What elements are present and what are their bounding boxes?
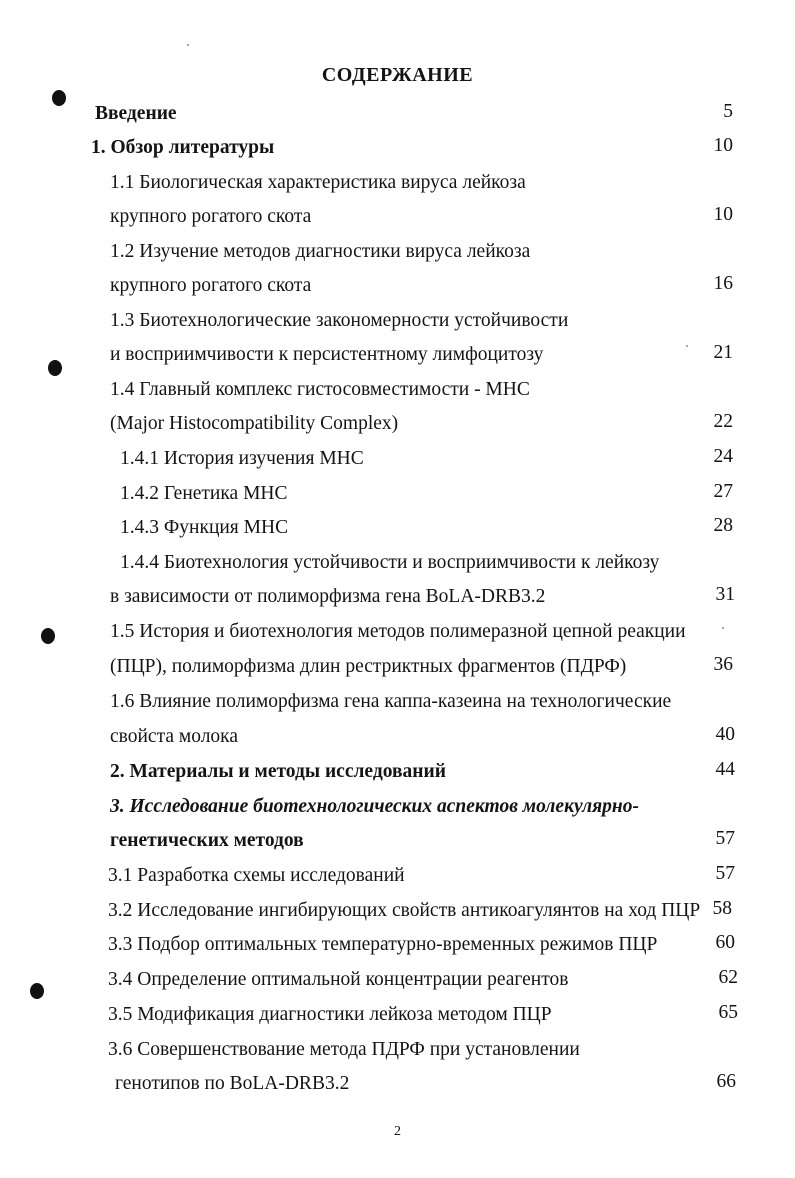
toc-page-number: 5 — [723, 101, 733, 122]
toc-page-number: 24 — [713, 446, 733, 467]
toc-entry-text: 1.3 Биотехнологические закономерности устойчивости — [110, 310, 569, 331]
toc-page-number: 28 — [713, 515, 733, 536]
toc-page-number: 10 — [713, 135, 733, 156]
toc-page-number: 65 — [718, 1002, 738, 1023]
toc-entry-text: (ПЦР), полиморфизма длин рестриктных фрагментов (ПДРФ) — [110, 656, 627, 677]
toc-entry-text: 3.1 Разработка схемы исследований — [108, 865, 405, 886]
toc-entry-text: в зависимости от полиморфизма гена BoLA-DRB3.2 — [110, 586, 546, 607]
toc-page-number: 22 — [713, 411, 733, 432]
toc-entry-text: 3. Исследование биотехнологических аспектов молекулярно- — [110, 796, 639, 817]
toc-page-number: 10 — [713, 204, 733, 225]
toc-page-number: 31 — [715, 584, 735, 605]
toc-entry-text: генетических методов — [110, 830, 304, 851]
toc-entry-text: крупного рогатого скота — [110, 206, 312, 227]
toc-page-number: 66 — [716, 1071, 736, 1092]
toc-entry-text: 3.3 Подбор оптимальных температурно-временных режимов ПЦР — [108, 934, 658, 955]
toc-page-number: 40 — [715, 724, 735, 745]
toc-entry-text: 1.1 Биологическая характеристика вируса лейкоза — [110, 172, 526, 193]
toc-entry-text: 1.4.4 Биотехнология устойчивости и восприимчивости к лейкозу — [120, 552, 660, 573]
toc-entry-text: 1.4.1 История изучения МНС — [120, 448, 364, 469]
toc-entry-text: 3.4 Определение оптимальной концентрации реагентов — [108, 969, 569, 990]
toc-entry-text: 1. Обзор литературы — [91, 137, 275, 158]
punch-hole-mark — [41, 628, 55, 644]
toc-entry-text: 1.4 Главный комплекс гистосовместимости - МНС — [110, 379, 530, 400]
toc-entry-text: 3.5 Модификация диагностики лейкоза методом ПЦР — [108, 1004, 552, 1025]
toc-entry-text: и восприимчивости к персистентному лимфоцитозу — [110, 344, 544, 365]
scan-speck — [722, 627, 724, 629]
toc-entry-text: свойста молока — [110, 726, 239, 747]
toc-entry-text: (Major Histocompatibility Complex) — [110, 413, 399, 434]
page-number: 2 — [394, 1124, 401, 1139]
toc-page-number: 21 — [713, 342, 733, 363]
toc-page-number: 36 — [713, 654, 733, 675]
toc-entry-text: Введение — [95, 103, 177, 124]
punch-hole-mark — [48, 360, 62, 376]
punch-hole-mark — [52, 90, 66, 106]
punch-hole-mark — [30, 983, 44, 999]
toc-entry-text: 3.2 Исследование ингибирующих свойств антикоагулянтов на ход ПЦР — [108, 900, 701, 921]
toc-entry-text: 1.4.3 Функция МНС — [120, 517, 289, 538]
toc-entry-text: 1.4.2 Генетика МНС — [120, 483, 288, 504]
toc-entry-text: крупного рогатого скота — [110, 275, 312, 296]
toc-page-number: 44 — [715, 759, 735, 780]
toc-entry-text: 1.2 Изучение методов диагностики вируса лейкоза — [110, 241, 531, 262]
toc-entry-text: 1.5 История и биотехнология методов полимеразной цепной реакции — [110, 621, 686, 642]
toc-page-number: 57 — [715, 828, 735, 849]
toc-entry-text: 2. Материалы и методы исследований — [110, 761, 446, 782]
toc-entry-text: 1.6 Влияние полиморфизма гена каппа-казеина на технологические — [110, 691, 672, 712]
page-title: СОДЕРЖАНИЕ — [321, 64, 474, 86]
toc-page-number: 62 — [718, 967, 738, 988]
toc-page-number: 16 — [713, 273, 733, 294]
scan-speck — [187, 44, 189, 46]
toc-entry-text: 3.6 Совершенствование метода ПДРФ при установлении — [108, 1039, 580, 1060]
toc-entry-text: генотипов по BoLA-DRB3.2 — [115, 1073, 350, 1094]
toc-page-number: 60 — [715, 932, 735, 953]
toc-page-number: 57 — [715, 863, 735, 884]
toc-page-number: 27 — [713, 481, 733, 502]
toc-page-number: 58 — [712, 898, 732, 919]
